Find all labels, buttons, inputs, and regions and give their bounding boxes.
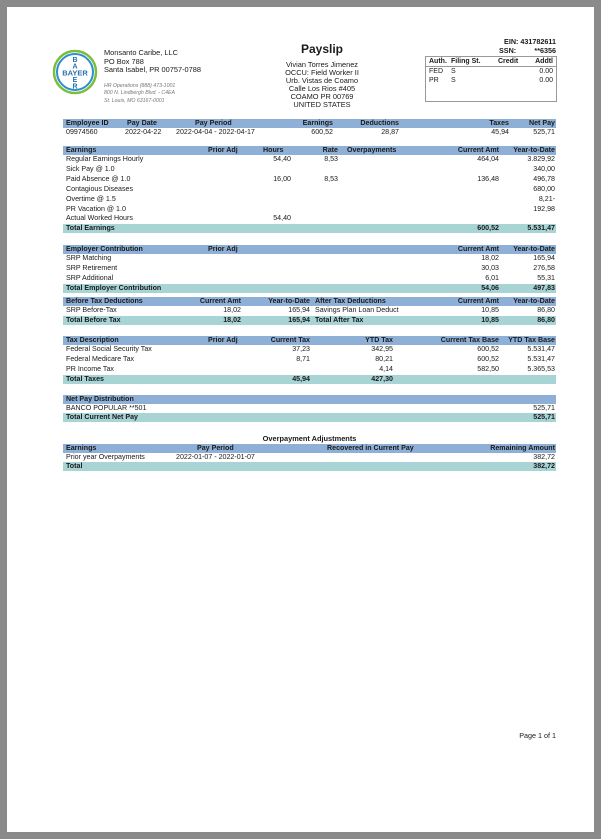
- earnings-total-row: [63, 224, 556, 233]
- earnings-cell: 136,48: [477, 174, 499, 183]
- overpayment-header-cell: Remaining Amount: [490, 444, 555, 452]
- earnings-header-cell: Prior Adj: [208, 146, 238, 154]
- summary-header-cell: Pay Date: [127, 119, 157, 127]
- deductions-header-cell: After Tax Deductions: [315, 297, 386, 305]
- deductions-cell: Total After Tax: [315, 315, 364, 324]
- taxes-cell: 5.365,53: [527, 364, 555, 373]
- employer-header-cell: Prior Adj: [208, 245, 238, 253]
- ssn-label: SSN:: [499, 45, 517, 55]
- deductions-cell: Total Before Tax: [66, 315, 121, 324]
- earnings-row: [63, 195, 556, 204]
- tax-status-header-cell: Addtl: [535, 58, 553, 65]
- tax-status-header-cell: Credit: [498, 58, 519, 65]
- earnings-cell: 192,98: [533, 204, 555, 213]
- earnings-cell: Overtime @ 1.5: [66, 194, 116, 203]
- deductions-cell: 18,02: [223, 315, 241, 324]
- taxes-total-row: [63, 375, 556, 384]
- earnings-cell: 8,21-: [538, 194, 555, 203]
- company-address-2: Santa Isabel, PR 00757-0788: [104, 65, 201, 75]
- earnings-header-cell: Earnings: [66, 146, 97, 154]
- svg-text:E: E: [72, 77, 78, 84]
- employer-row: [63, 254, 556, 263]
- earnings-cell: 680,00: [533, 184, 555, 193]
- summary-header: [63, 119, 556, 128]
- taxes-header-cell: Tax Description: [66, 336, 119, 344]
- taxes-cell: 5.531,47: [527, 354, 555, 363]
- employee-name: Vivian Torres Jimenez: [285, 60, 359, 69]
- earnings-cell: 16,00: [273, 174, 291, 183]
- overpayment-title: Overpayment Adjustments: [262, 434, 357, 443]
- tax-status-header-cell: Auth.: [429, 58, 447, 65]
- overpayment-header: [63, 444, 556, 453]
- earnings-header-cell: Current Amt: [457, 146, 499, 154]
- taxes-cell: Federal Medicare Tax: [66, 354, 135, 363]
- employee-address-line: Urb. Vistas de Coamo: [285, 76, 359, 86]
- employer-header-cell: Employer Contribution: [66, 245, 143, 253]
- overpayment-header-cell: Earnings: [66, 444, 97, 452]
- tax-status-header-cell: Filing St.: [451, 58, 481, 65]
- ein-label: EIN:: [504, 37, 519, 46]
- employer-row: [63, 274, 556, 283]
- svg-text:BAYER: BAYER: [62, 68, 88, 78]
- tax-status-cell: 0.00: [539, 77, 553, 84]
- taxes-cell: 582,50: [477, 364, 499, 373]
- tax-status-cell: S: [451, 68, 456, 75]
- taxes-header: [63, 336, 556, 345]
- earnings-cell: 464,04: [477, 155, 499, 163]
- svg-text:A: A: [72, 63, 78, 71]
- earnings-header-cell: Year-to-Date: [513, 146, 555, 154]
- hr-ops-line: HR Operations (888) 473-1001: [104, 83, 176, 89]
- employer-cell: 54,06: [481, 283, 499, 292]
- employer-header-cell: Current Amt: [457, 245, 499, 253]
- employer-cell: 18,02: [481, 254, 499, 262]
- deductions-header-cell: Current Amt: [457, 297, 499, 305]
- taxes-cell: 37,23: [292, 345, 310, 353]
- deductions-cell: 165,94: [288, 306, 310, 314]
- taxes-cell: 8,71: [296, 354, 310, 363]
- ein-ssn-block: [477, 38, 556, 55]
- earnings-cell: 496,78: [533, 174, 555, 183]
- employee-occupation: OCCU: Field Worker II: [285, 68, 359, 78]
- taxes-cell: 5.531,47: [527, 345, 555, 353]
- earnings-header-cell: Overpayments: [347, 146, 397, 154]
- net-pay-total-value: 525,71: [533, 413, 555, 421]
- tax-status-header: [426, 57, 556, 67]
- hr-ops-line: 800 N. Lindbergh Blvd. - C4EA: [104, 90, 175, 97]
- earnings-amount: 600,52: [311, 128, 333, 136]
- page-number: Page 1 of 1: [519, 731, 556, 740]
- employer-cell: 30,03: [481, 263, 499, 272]
- overpayment-header-cell: Pay Period: [197, 444, 234, 452]
- bank-account: BANCO POPULAR **501: [66, 404, 147, 412]
- overpayment-header-cell: Recovered in Current Pay: [327, 444, 414, 452]
- hr-operations-block: [104, 83, 175, 105]
- deductions-cell: 10,85: [481, 306, 499, 314]
- deductions-header-cell: Year-to-Date: [513, 297, 555, 305]
- summary-header-cell: Deductions: [360, 119, 399, 127]
- deductions-cell: 165,94: [288, 315, 310, 324]
- employer-cell: SRP Additional: [66, 273, 114, 282]
- taxes-header-cell: Current Tax: [270, 336, 310, 344]
- net-pay-header: [63, 395, 556, 404]
- earnings-header-cell: Hours: [263, 146, 284, 154]
- tax-status-cell: PR: [429, 77, 439, 84]
- taxes-cell: PR Income Tax: [66, 364, 114, 373]
- tax-status-box: [425, 56, 557, 102]
- summary-header-cell: Pay Period: [195, 119, 232, 127]
- overpayment-cell: Prior year Overpayments: [66, 453, 145, 461]
- taxes-cell: 342,95: [371, 345, 393, 353]
- company-address-1: PO Box 788: [104, 56, 144, 66]
- company-block: [104, 49, 201, 75]
- tax-status-cell: 0.00: [539, 68, 553, 75]
- taxes-row: [63, 345, 556, 354]
- taxes-cell: 600,52: [477, 354, 499, 363]
- employer-cell: 497,83: [533, 283, 555, 292]
- earnings-cell: 600,52: [477, 224, 499, 233]
- tax-status-row: [426, 67, 556, 76]
- net-pay-header-cell: Net Pay Distribution: [66, 395, 134, 403]
- overpayment-row: [63, 453, 556, 462]
- deductions-row: [63, 306, 556, 315]
- net-pay-row: [63, 404, 556, 413]
- earnings-row: [63, 205, 556, 214]
- earnings-cell: Actual Worked Hours: [66, 214, 133, 223]
- summary-header-cell: Employee ID: [66, 119, 109, 127]
- deductions-cell: Savings Plan Loan Deduct: [315, 306, 399, 314]
- taxes-row: [63, 355, 556, 364]
- employee-country: UNITED STATES: [293, 100, 351, 110]
- deductions-total-row: [63, 316, 556, 325]
- employer-cell: 165,94: [533, 254, 555, 262]
- employer-cell: SRP Matching: [66, 254, 112, 262]
- employer-cell: SRP Retirement: [66, 263, 118, 272]
- employee-address-block: [257, 61, 387, 110]
- earnings-cell: 8,53: [324, 155, 338, 163]
- earnings-cell: 8,53: [324, 174, 338, 183]
- employee-address-line: COAMO PR 00769: [290, 92, 354, 102]
- pay-date: 2022-04-22: [125, 128, 162, 136]
- earnings-row: [63, 155, 556, 164]
- company-name: Monsanto Caribe, LLC: [104, 48, 178, 57]
- employer-header: [63, 245, 556, 254]
- earnings-cell: 54,40: [273, 214, 291, 223]
- deductions-amount: 28,87: [381, 128, 399, 136]
- taxes-header-cell: Current Tax Base: [440, 336, 499, 344]
- deductions-header-cell: Before Tax Deductions: [66, 297, 143, 305]
- net-pay-amount: 525,71: [533, 128, 555, 136]
- net-pay-total: [63, 413, 556, 422]
- svg-text:B: B: [72, 57, 78, 64]
- taxes-amount: 45,94: [491, 128, 509, 136]
- employer-cell: Total Employer Contribution: [66, 283, 162, 292]
- taxes-header-cell: YTD Tax Base: [508, 336, 555, 344]
- employer-header-cell: Year-to-Date: [513, 245, 555, 253]
- deductions-cell: 86,80: [537, 315, 555, 324]
- taxes-cell: 427,30: [371, 374, 393, 383]
- taxes-header-cell: YTD Tax: [365, 336, 393, 344]
- hr-ops-line: St. Louis, MO 63167-0001: [104, 97, 165, 104]
- deductions-cell: SRP Before-Tax: [66, 306, 117, 314]
- taxes-cell: 45,94: [292, 374, 310, 383]
- payslip-page: [7, 7, 594, 832]
- earnings-cell: Contagious Diseases: [66, 184, 134, 193]
- deductions-cell: 10,85: [481, 315, 499, 324]
- deductions-header: [63, 297, 556, 306]
- employee-address-line: Calle Los Rios #405: [288, 84, 356, 94]
- earnings-row: [63, 214, 556, 223]
- earnings-cell: 3.829,92: [527, 155, 555, 163]
- taxes-cell: 80,21: [375, 354, 393, 363]
- overpayment-total: [63, 462, 556, 471]
- earnings-cell: Paid Absence @ 1.0: [66, 174, 131, 183]
- overpayment-total-label: Total: [66, 462, 83, 470]
- summary-header-cell: Earnings: [302, 119, 333, 127]
- deductions-header-cell: Year-to-Date: [268, 297, 310, 305]
- employer-row: [63, 264, 556, 273]
- summary-values: [63, 128, 556, 137]
- net-pay-total-label: Total Current Net Pay: [66, 413, 139, 421]
- taxes-cell: Federal Social Security Tax: [66, 345, 152, 353]
- bayer-logo-icon: [52, 49, 98, 95]
- taxes-cell: 4,14: [379, 364, 393, 373]
- earnings-row: [63, 165, 556, 174]
- employer-total-row: [63, 284, 556, 293]
- earnings-cell: Total Earnings: [66, 224, 115, 233]
- tax-status-cell: FED: [429, 68, 443, 75]
- earnings-cell: 5.531,47: [527, 224, 555, 233]
- earnings-row: [63, 175, 556, 184]
- earnings-cell: 54,40: [273, 155, 291, 163]
- overpayment-total-value: 382,72: [533, 462, 555, 470]
- deductions-cell: 18,02: [223, 306, 241, 314]
- taxes-cell: Total Taxes: [66, 374, 104, 383]
- overpayment-cell: 382,72: [533, 453, 555, 461]
- employee-id: 09974560: [66, 128, 98, 136]
- deductions-cell: 86,80: [537, 306, 555, 314]
- tax-status-row: [426, 76, 556, 85]
- bank-amount: 525,71: [533, 404, 555, 412]
- taxes-row: [63, 365, 556, 374]
- earnings-header-cell: Rate: [322, 146, 338, 154]
- summary-header-cell: Taxes: [489, 119, 509, 127]
- pay-period: 2022-04-04 - 2022-04-17: [176, 128, 255, 136]
- earnings-row: [63, 185, 556, 194]
- deductions-header-cell: Current Amt: [199, 297, 241, 305]
- earnings-cell: Regular Earnings Hourly: [66, 155, 144, 163]
- overpayment-cell: 2022-01-07 - 2022-01-07: [176, 453, 255, 461]
- employer-cell: 55,31: [537, 273, 555, 282]
- ssn-value: **6356: [534, 45, 556, 55]
- employer-cell: 276,58: [533, 263, 555, 272]
- earnings-header: [63, 146, 556, 155]
- taxes-cell: 600,52: [477, 345, 499, 353]
- page-title: Payslip: [300, 42, 344, 56]
- ein-value: 431782611: [520, 37, 556, 46]
- employer-cell: 6,01: [485, 273, 499, 282]
- summary-header-cell: Net Pay: [528, 119, 555, 127]
- earnings-cell: PR Vacation @ 1.0: [66, 204, 126, 213]
- taxes-header-cell: Prior Adj: [208, 336, 238, 344]
- earnings-cell: Sick Pay @ 1.0: [66, 164, 115, 173]
- earnings-cell: 340,00: [533, 164, 555, 173]
- svg-text:R: R: [72, 83, 78, 91]
- tax-status-cell: S: [451, 77, 456, 84]
